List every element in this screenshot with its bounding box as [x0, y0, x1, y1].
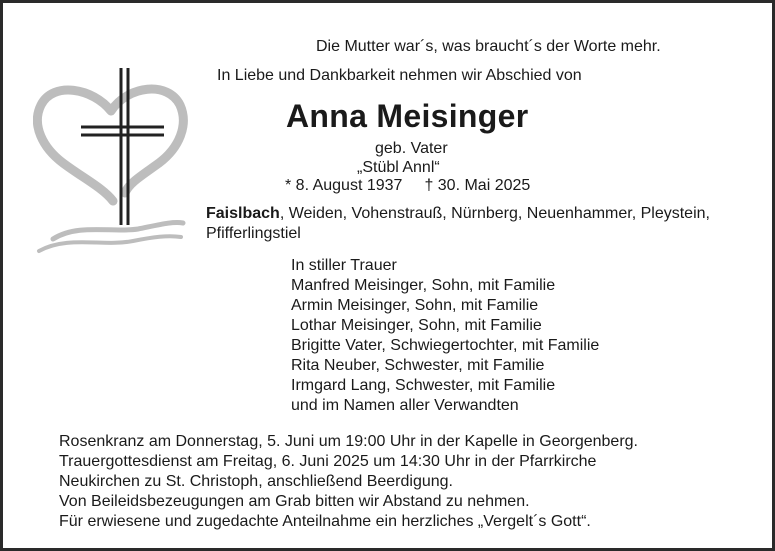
places [206, 204, 726, 244]
mourner-line: Manfred Meisinger, Sohn, mit Familie [291, 277, 556, 294]
intro-line: In Liebe und Dankbarkeit nehmen wir Abschied von [217, 67, 582, 84]
mourner-line: und im Namen aller Verwandten [291, 397, 519, 414]
mourner-line: Rita Neuber, Schwester, mit Familie [291, 357, 545, 374]
mourner-line: Brigitte Vater, Schwiegertochter, mit Familie [291, 337, 600, 354]
notice-line: Trauergottesdienst am Freitag, 6. Juni 2025 um 14:30 Uhr in der Pfarrkirche [59, 453, 597, 470]
deceased-name: Anna Meisinger [286, 98, 529, 134]
other-places: , Weiden, Vohenstrauß, Nürnberg, Neuenhammer, Pleystein, Pfifferlingstiel [206, 205, 710, 242]
service-notices [59, 432, 638, 532]
notice-line: Rosenkranz am Donnerstag, 5. Juni um 19:00 Uhr in der Kapelle in Georgenberg. [59, 433, 638, 450]
notice-line: Von Beileidsbezeugungen am Grab bitten wir Abstand zu nehmen. [59, 493, 530, 510]
death-date: † 30. Mai 2025 [424, 177, 531, 194]
motto: Die Mutter war´s, was braucht´s der Worte mehr. [316, 38, 661, 55]
notice-line: Neukirchen zu St. Christoph, anschließend Beerdigung. [59, 473, 453, 490]
mourner-line: In stiller Trauer [291, 257, 397, 274]
mourner-line: Armin Meisinger, Sohn, mit Familie [291, 297, 539, 314]
main-place: Faislbach [206, 205, 280, 222]
mourner-line: Lothar Meisinger, Sohn, mit Familie [291, 317, 542, 334]
waves [39, 222, 183, 251]
mourner-line: Irmgard Lang, Schwester, mit Familie [291, 377, 556, 394]
born-name: geb. Vater [375, 140, 448, 157]
cross-heart-waves-icon [33, 63, 188, 258]
life-dates [285, 177, 530, 195]
birth-date: * 8. August 1937 [285, 177, 403, 194]
notice-line: Für erwiesene und zugedachte Anteilnahme ein herzliches „Vergelt´s Gott“. [59, 513, 591, 530]
nickname: „Stübl Annl“ [357, 159, 440, 176]
mourners-list [291, 256, 599, 416]
heart-outline [37, 89, 183, 201]
